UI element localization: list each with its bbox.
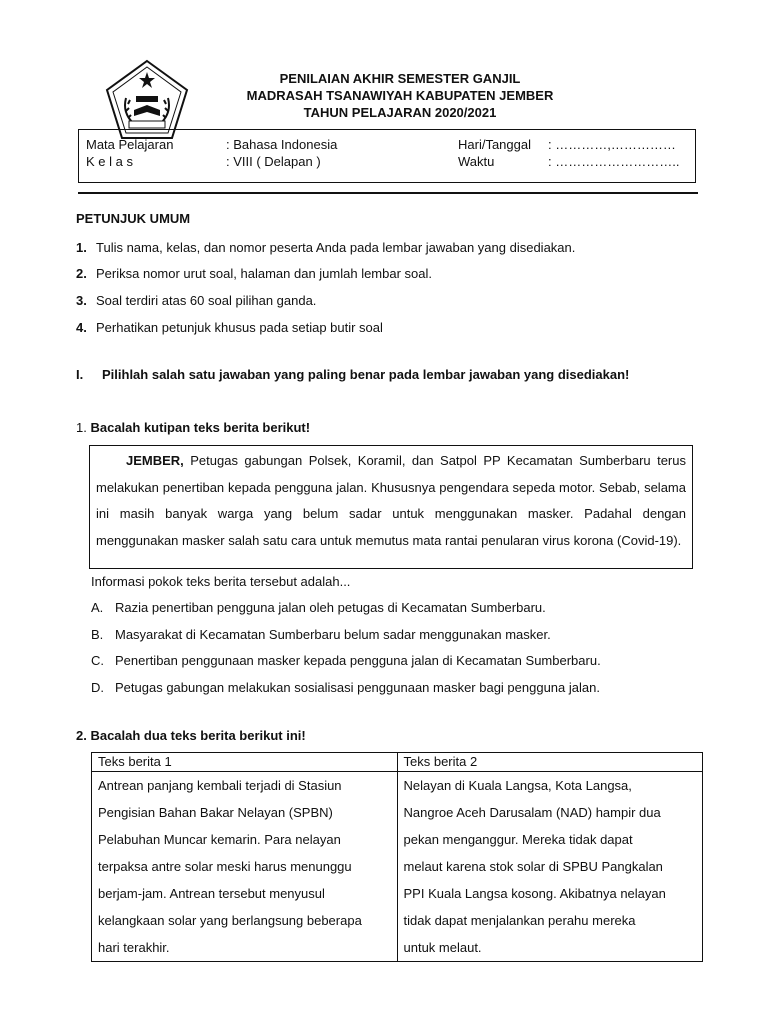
academic-year: TAHUN PELAJARAN 2020/2021 — [303, 105, 497, 120]
news-excerpt-box — [89, 445, 693, 569]
time-value: : ……………………….. — [548, 154, 680, 169]
answer-option-a[interactable]: A. Razia penertiban pengguna jalan oleh petugas di Kecamatan Sumberbaru. — [91, 600, 546, 615]
answer-option-c[interactable]: C. Penertiban penggunaan masker kepada pengguna jalan di Kecamatan Sumberbaru. — [91, 653, 601, 668]
instruction-item: 3. Soal terdiri atas 60 soal pilihan ganda. — [76, 293, 317, 308]
class-label: K e l a s — [86, 154, 133, 169]
news-comparison-table — [91, 752, 703, 962]
exam-title: PENILAIAN AKHIR SEMESTER GANJIL — [279, 71, 521, 86]
time-label: Waktu — [458, 154, 495, 169]
question-1-heading: 1. Bacalah kutipan teks berita berikut! — [76, 420, 311, 435]
general-instructions-title: PETUNJUK UMUM — [76, 211, 191, 226]
table-row — [92, 772, 703, 962]
header-divider — [78, 192, 698, 194]
subject-label: Mata Pelajaran — [86, 137, 174, 152]
subject-value: : Bahasa Indonesia — [226, 137, 338, 152]
news-excerpt: JEMBER, Petugas gabungan Polsek, Koramil, dan Satpol PP Kecamatan Sumberbaru terus melakukan penertiban kepada pengguna jalan. Khususnya pengendara sepeda motor. Sebab, selama ini masih banyak warga yang belum sadar untuk menggunakan masker. Padahal dengan menggunakan masker salah satu cara untuk memutus mata rantai penularan virus korona (Covid-19). — [96, 453, 686, 548]
school-name: MADRASAH TSANAWIYAH KABUPATEN JEMBER — [246, 88, 554, 103]
section-number: I. — [76, 367, 84, 382]
question-1-prompt: Informasi pokok teks berita tersebut adalah... — [91, 574, 351, 589]
instruction-item: 4. Perhatikan petunjuk khusus pada setiap butir soal — [76, 320, 383, 335]
section-instruction: Pilihlah salah satu jawaban yang paling benar pada lembar jawaban yang disediakan! — [102, 367, 630, 382]
instruction-item: 1. Tulis nama, kelas, dan nomor peserta Anda pada lembar jawaban yang disediakan. — [76, 240, 576, 255]
answer-option-b[interactable]: B. Masyarakat di Kecamatan Sumberbaru belum sadar menggunakan masker. — [91, 627, 551, 642]
answer-option-d[interactable]: D. Petugas gabungan melakukan sosialisasi penggunaan masker bagi pengguna jalan. — [91, 680, 600, 695]
news-dateline: JEMBER, — [126, 453, 184, 468]
class-value: : VIII ( Delapan ) — [226, 154, 321, 169]
instruction-item: 2. Periksa nomor urut soal, halaman dan jumlah lembar soal. — [76, 266, 433, 281]
news-2-text: Nelayan di Kuala Langsa, Kota Langsa, Nangroe Aceh Darusalam (NAD) hampir dua pekan menganggur. Mereka tidak dapat melaut karena stok solar di SPBU Pangkalan PPI Kuala Langsa kosong. Akibatnya nelayan tidak dapat menjalankan perahu mereka untuk melaut. — [397, 772, 703, 962]
table-header-news-2: Teks berita 2 — [397, 753, 703, 772]
question-2-heading: 2. Bacalah dua teks berita berikut ini! — [76, 728, 306, 743]
date-value: : …………,…………… — [548, 137, 676, 152]
date-label: Hari/Tanggal — [458, 137, 531, 152]
table-header-news-1: Teks berita 1 — [92, 753, 398, 772]
table-header-row — [92, 753, 703, 772]
news-1-text: Antrean panjang kembali terjadi di Stasiun Pengisian Bahan Bakar Nelayan (SPBN) Pelabuhan Muncar kemarin. Para nelayan terpaksa antre solar meski harus menunggu berjam-jam. Antrean tersebut menyusul kelangkaan solar yang berlangsung beberapa hari terakhir. — [92, 772, 398, 962]
